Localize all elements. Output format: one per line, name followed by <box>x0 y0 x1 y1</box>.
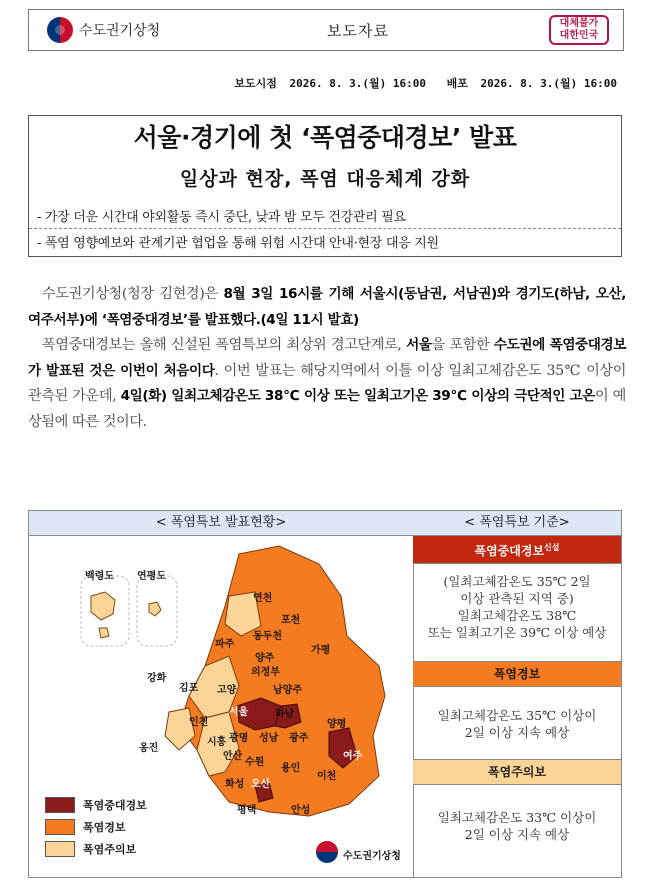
region-label: 연평도 <box>137 571 166 582</box>
map-panel <box>29 511 414 877</box>
region-label: 안성 <box>291 805 311 816</box>
region-label: 파주 <box>215 639 235 650</box>
legend-item: 폭염주의보 <box>45 841 136 857</box>
region-label: 가평 <box>311 645 331 656</box>
region-label: 광주 <box>289 733 309 744</box>
divider <box>29 228 621 229</box>
region-label: 화성 <box>225 779 245 790</box>
release-info: 보도시점 2026. 8. 3.(월) 16:00 배포 2026. 8. 3.(월) 16:00 <box>234 77 617 90</box>
document-header <box>28 9 624 51</box>
region-label: 옹진 <box>139 743 159 754</box>
level-advisory: 폭염주의보 <box>413 759 621 785</box>
region-label: 용인 <box>281 763 301 774</box>
doc-type: 보도자료 <box>327 21 389 40</box>
paragraph-2: 폭염중대경보는 올해 신설된 폭염특보의 최상위 경고단계로, 서울을 포함한 수도권에 폭염중대경보가 발표된 것은 이번이 처음이다. 이번 발표는 해당지역에서 이틀 이상 일최고체감온도 35℃ 이상이 관측된 가운데, 4일(화) 일최고체감온도 38℃ 이상 또는 일최고기온 39℃ 이상의 극단적인 고온이 예상됨에 따른 것이다. <box>28 337 627 430</box>
region-label: 성남 <box>259 733 279 744</box>
region-label: 강화 <box>147 673 167 684</box>
region-label: 여주 <box>343 751 363 762</box>
kma-logo <box>29 17 227 43</box>
region-label: 하남 <box>275 709 295 720</box>
region-label: 포천 <box>281 615 301 626</box>
region-label: 광명 <box>229 733 249 744</box>
region-label: 연천 <box>253 593 273 604</box>
region-label: 동두천 <box>253 631 282 642</box>
legend-swatch <box>45 797 75 813</box>
region-label: 시흥 <box>207 737 227 748</box>
legend-item: 폭염경보 <box>45 819 126 835</box>
region-label: 수원 <box>245 757 265 768</box>
title-box <box>28 115 622 257</box>
org-name: 수도권기상청 <box>79 23 161 39</box>
legend-item: 폭염중대경보 <box>45 797 147 813</box>
summary-bullet: - 폭염 영향예보와 관계기관 협업을 통해 위험 시간대 안내·현장 대응 지원 <box>37 236 439 251</box>
region-label: 양주 <box>255 653 275 664</box>
level-warning-desc: 일최고체감온도 35℃ 이상이 2일 이상 지속 예상 <box>437 708 597 740</box>
summary-bullet: - 가장 더운 시간대 야외활동 즉시 중단, 낮과 밤 모두 건강관리 필요 <box>37 210 406 225</box>
region-label: 오산 <box>251 779 271 790</box>
region-label: 서울 <box>229 707 249 718</box>
map-title: < 폭염특보 발표현황> <box>29 511 413 536</box>
region-label: 백령도 <box>85 571 114 582</box>
level-critical-desc: (일최고체감온도 35℃ 2일 이상 관측된 지역 중) 일최고체감온도 38℃ 또는 일최고기온 39℃ 이상 예상 <box>427 574 607 640</box>
sub-title: 일상과 현장, 폭염 대응체계 강화 <box>179 168 471 190</box>
legend-swatch <box>45 819 75 835</box>
level-critical: 폭염중대경보$^{신설}$ <box>413 536 621 564</box>
paragraph-1: 수도권기상청(청장 김현경)은 8월 3일 16시를 기해 서울시(동남권, 서남권)와 경기도(하남, 오산, 여주서부)에 ‘폭염중대경보’를 발표했다.(4일 11시 발효) <box>28 286 627 328</box>
region-label: 고양 <box>217 685 237 696</box>
region-label: 남양주 <box>273 685 302 696</box>
criteria-title: < 폭염특보 기준> <box>413 511 621 536</box>
level-advisory-desc: 일최고체감온도 33℃ 이상이 2일 이상 지속 예상 <box>437 810 597 842</box>
slogan-badge: 대체불가 대한민국 <box>549 15 609 45</box>
region-label: 양평 <box>327 719 347 730</box>
region-label: 이천 <box>317 771 337 782</box>
level-warning: 폭염경보 <box>413 661 621 687</box>
region-label: 의정부 <box>251 667 280 678</box>
criteria-panel <box>413 511 621 877</box>
main-title: 서울·경기에 첫 ‘폭염중대경보’ 발표 <box>133 123 517 152</box>
body-text <box>28 282 626 436</box>
heatwave-figure <box>28 510 622 878</box>
legend-swatch <box>45 841 75 857</box>
region-label: 안산 <box>223 751 243 762</box>
taegeuk-emblem-icon <box>47 17 73 43</box>
region-label: 평택 <box>237 805 257 816</box>
region-label: 김포 <box>179 683 199 694</box>
map-org-label: 수도권기상청 <box>343 851 401 862</box>
region-label: 인천 <box>189 717 209 728</box>
